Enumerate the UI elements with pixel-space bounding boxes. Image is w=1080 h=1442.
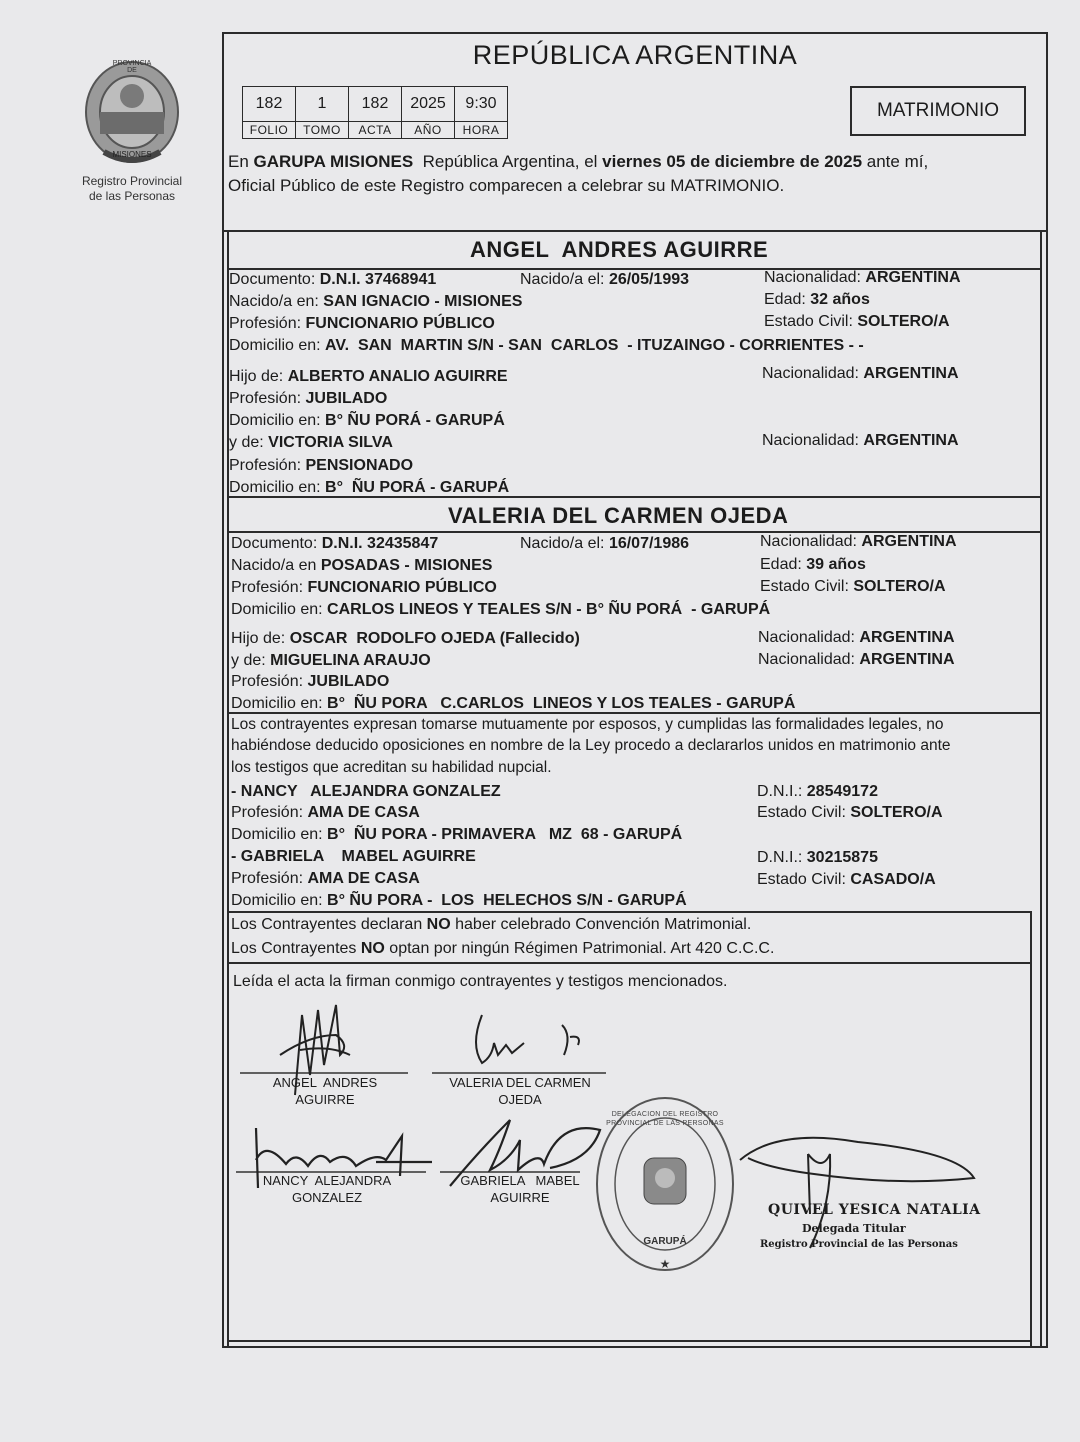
text: optan por ningún Régimen Patrimonial. Art 420 C.C.C. — [384, 940, 775, 957]
sig-line: AGUIRRE — [490, 1190, 550, 1205]
value: D.N.I. 37468941 — [319, 271, 437, 288]
sig-line: OJEDA — [498, 1092, 542, 1107]
year-label: AÑO — [402, 122, 455, 139]
groom-father-address — [229, 411, 505, 431]
bride-mother — [231, 651, 431, 671]
label: D.N.I.: — [757, 783, 807, 800]
value: D.N.I. 32435847 — [321, 535, 439, 552]
bride-father — [231, 629, 580, 649]
emphasis: NO — [426, 916, 451, 933]
witness-1-profession — [231, 803, 420, 823]
label: Nacido/a en: — [229, 293, 324, 310]
value: OSCAR RODOLFO OJEDA (Fallecido) — [289, 630, 580, 647]
label: Estado Civil: — [757, 804, 851, 821]
act-type-box — [850, 86, 1026, 136]
sig-line: VALERIA DEL CARMEN — [449, 1075, 591, 1090]
value: ARGENTINA — [861, 533, 957, 550]
value: 16/07/1986 — [608, 535, 690, 552]
value: PENSIONADO — [305, 457, 414, 474]
label: Documento: — [229, 271, 320, 288]
hour-value: 9:30 — [455, 87, 508, 122]
registry-table — [242, 86, 546, 144]
convention-line-1 — [231, 915, 751, 935]
text: haber celebrado Convención Matrimonial. — [450, 916, 752, 933]
groom-birthplace — [229, 292, 522, 312]
value: 32 años — [810, 291, 870, 308]
bride-mother-nationality — [758, 650, 955, 670]
divider — [227, 1340, 1032, 1342]
value: ARGENTINA — [863, 432, 959, 449]
logo-caption-line: Registro Provincial — [81, 174, 183, 188]
intro-text: En — [228, 152, 254, 171]
intro-text: República Argentina, el — [413, 152, 603, 171]
witness-1-name: - NANCY ALEJANDRA GONZALEZ — [231, 783, 501, 800]
value: JUBILADO — [305, 390, 388, 407]
label: Edad: — [764, 291, 811, 308]
intro-place: GARUPA MISIONES — [253, 152, 414, 171]
value: 26/05/1993 — [608, 271, 690, 288]
witness-1-dni — [757, 782, 878, 802]
inner-border-right-lower — [1030, 911, 1032, 1348]
label: Estado Civil: — [760, 578, 854, 595]
value: ARGENTINA — [859, 629, 955, 646]
witness-2-name: - GABRIELA MABEL AGUIRRE — [231, 848, 476, 865]
witness-1-signature-label — [232, 1172, 422, 1206]
provincial-logo — [78, 56, 186, 168]
value: B° ÑU PORA - PRIMAVERA MZ 68 - GARUPÁ — [327, 826, 683, 843]
sig-line: GONZALEZ — [291, 1190, 363, 1205]
label: Nacionalidad: — [758, 629, 860, 646]
label: Nacionalidad: — [760, 533, 862, 550]
value: AV. SAN MARTIN S/N - SAN CARLOS - ITUZAINGO - CORRIENTES - - — [325, 337, 864, 354]
label: D.N.I.: — [757, 849, 807, 866]
label: Domicilio en: — [231, 826, 328, 843]
groom-name: ANGEL ANDRES AGUIRRE — [470, 237, 769, 262]
label: Hijo de: — [231, 630, 290, 647]
groom-mother-profession — [229, 456, 413, 476]
text: Los Contrayentes — [231, 940, 361, 957]
seal-center-text: GARUPÁ — [643, 1236, 687, 1247]
label: Domicilio en: — [229, 412, 326, 429]
bride-age — [760, 555, 866, 575]
divider — [227, 911, 1032, 913]
tomo-label: TOMO — [296, 122, 349, 139]
declaration-line: Los contrayentes expresan tomarse mutuamente por esposos, y cumplidas las formalidades legales, no — [231, 716, 944, 733]
divider — [227, 962, 1032, 964]
bride-name: VALERIA DEL CARMEN OJEDA — [448, 503, 789, 528]
label: y de: — [229, 434, 269, 451]
value: ALBERTO ANALIO AGUIRRE — [287, 368, 508, 385]
svg-text:★: ★ — [659, 1257, 671, 1271]
groom-father — [229, 367, 508, 387]
official-institution: Registro Provincial de las Personas — [760, 1239, 958, 1250]
official-name: QUIVEL YESICA NATALIA — [768, 1202, 981, 1218]
label: Profesión: — [231, 804, 308, 821]
label: Profesión: — [229, 315, 306, 332]
official-role: Delegada Titular — [802, 1222, 906, 1235]
value: ARGENTINA — [859, 651, 955, 668]
bride-profession — [231, 578, 497, 598]
label: Edad: — [760, 556, 807, 573]
country-title: REPÚBLICA ARGENTINA — [472, 40, 798, 70]
value: SOLTERO/A — [853, 578, 946, 595]
witness-2-dni — [757, 848, 878, 868]
divider — [227, 496, 1040, 498]
inner-border-right — [1040, 230, 1042, 1348]
intro-line-2: Oficial Público de este Registro comparecen a celebrar su MATRIMONIO. — [228, 176, 785, 195]
logo-caption — [60, 174, 204, 204]
label: Nacido/a el: — [520, 535, 609, 552]
hour-label: HORA — [455, 122, 508, 139]
label: Nacido/a en — [231, 557, 321, 574]
bride-document — [231, 534, 438, 554]
folio-value: 182 — [243, 87, 296, 122]
label: Profesión: — [229, 390, 306, 407]
groom-birthdate — [520, 270, 689, 290]
value: 30215875 — [806, 849, 878, 866]
logo-caption-line: de las Personas — [88, 189, 176, 203]
sig-line: AGUIRRE — [295, 1092, 355, 1107]
groom-mother — [229, 433, 393, 453]
label: Domicilio en: — [231, 695, 328, 712]
bride-father-nationality — [758, 628, 955, 648]
bride-civil-status — [760, 577, 946, 597]
witness-2-signature-label — [432, 1172, 608, 1206]
label: Profesión: — [229, 457, 306, 474]
groom-mother-address — [229, 478, 509, 498]
value: 28549172 — [806, 783, 878, 800]
groom-civil-status — [764, 312, 950, 332]
label: Nacionalidad: — [762, 432, 864, 449]
bride-mother-address — [231, 694, 795, 714]
value: 39 años — [806, 556, 866, 573]
value: JUBILADO — [307, 673, 390, 690]
intro-date: viernes 05 de diciembre de 2025 — [602, 152, 863, 171]
label: Profesión: — [231, 579, 308, 596]
label: Profesión: — [231, 870, 308, 887]
label: Nacido/a el: — [520, 271, 609, 288]
label: Estado Civil: — [757, 871, 851, 888]
folio-label: FOLIO — [243, 122, 296, 139]
label: Domicilio en: — [229, 479, 326, 496]
year-value: 2025 — [402, 87, 455, 122]
bride-mother-profession — [231, 672, 389, 692]
value: POSADAS - MISIONES — [320, 557, 493, 574]
bride-address — [231, 600, 770, 620]
witness-2-address — [231, 891, 687, 911]
seal-ring-text: DELEGACION DEL REGISTRO PROVINCIAL DE LAS PERSONAS — [606, 1111, 724, 1127]
value: SAN IGNACIO - MISIONES — [323, 293, 523, 310]
witness-1-civil-status — [757, 803, 943, 823]
bride-birthplace — [231, 556, 492, 576]
sig-line: ANGEL ANDRES — [272, 1075, 378, 1090]
closing-text: Leída el acta la firman conmigo contrayentes y testigos mencionados. — [233, 973, 728, 990]
value: MIGUELINA ARAUJO — [270, 652, 431, 669]
tomo-value: 1 — [296, 87, 349, 122]
groom-father-nationality — [762, 364, 959, 384]
bride-signature-icon — [432, 1005, 608, 1077]
label: Nacionalidad: — [764, 269, 866, 286]
value: FUNCIONARIO PÚBLICO — [305, 315, 495, 332]
witness-2-civil-status — [757, 870, 936, 890]
groom-age — [764, 290, 870, 310]
acta-label: ACTA — [349, 122, 402, 139]
intro-line-1 — [228, 152, 928, 172]
text: Los Contrayentes declaran — [231, 916, 427, 933]
value: ARGENTINA — [863, 365, 959, 382]
label: Documento: — [231, 535, 322, 552]
label: Domicilio en: — [231, 601, 328, 618]
declaration-line: los testigos que acreditan su habilidad nupcial. — [231, 759, 552, 776]
groom-mother-nationality — [762, 431, 959, 451]
bride-nationality — [760, 532, 957, 552]
label: Domicilio en: — [229, 337, 326, 354]
divider — [227, 712, 1040, 714]
label: Nacionalidad: — [758, 651, 860, 668]
groom-profession — [229, 314, 495, 334]
value: B° ÑU PORA C.CARLOS LINEOS Y LOS TEALES - GARUPÁ — [327, 695, 796, 712]
value: B° ÑU PORA - LOS HELECHOS S/N - GARUPÁ — [327, 892, 687, 909]
groom-address — [229, 336, 864, 356]
label: Hijo de: — [229, 368, 288, 385]
witness-1-address — [231, 825, 682, 845]
label: Domicilio en: — [231, 892, 328, 909]
acta-value: 182 — [349, 87, 402, 122]
value: AMA DE CASA — [307, 804, 420, 821]
emphasis: NO — [360, 940, 385, 957]
groom-nationality — [764, 268, 961, 288]
convention-line-2 — [231, 939, 774, 959]
value: VICTORIA SILVA — [268, 434, 393, 451]
declaration-line: habiéndose deducido oposiciones en nombre de la Ley procedo a declararlos unidos en matrimonio ante — [231, 737, 951, 754]
value: SOLTERO/A — [850, 804, 943, 821]
label: Nacionalidad: — [762, 365, 864, 382]
witness-2-profession — [231, 869, 420, 889]
sig-line: GABRIELA MABEL — [460, 1173, 580, 1188]
groom-signature-label — [240, 1074, 410, 1108]
label: y de: — [231, 652, 271, 669]
logo-bottom-text: MISIONES — [112, 150, 152, 159]
value: CASADO/A — [850, 871, 936, 888]
act-type: MATRIMONIO — [876, 100, 1000, 121]
value: AMA DE CASA — [307, 870, 420, 887]
bride-signature-label — [432, 1074, 608, 1108]
logo-top-text: PROVINCIA DE — [112, 60, 152, 74]
value: B° ÑU PORÁ - GARUPÁ — [325, 479, 510, 496]
intro-text: ante mí, — [862, 152, 929, 171]
value: SOLTERO/A — [857, 313, 950, 330]
sig-line: NANCY ALEJANDRA — [262, 1173, 392, 1188]
label: Estado Civil: — [764, 313, 858, 330]
groom-document — [229, 270, 436, 290]
value: FUNCIONARIO PÚBLICO — [307, 579, 497, 596]
value: ARGENTINA — [865, 269, 961, 286]
value: CARLOS LINEOS Y TEALES S/N - B° ÑU PORÁ - GARUPÁ — [327, 601, 771, 618]
label: Profesión: — [231, 673, 308, 690]
groom-father-profession — [229, 389, 387, 409]
bride-birthdate — [520, 534, 689, 554]
value: B° ÑU PORÁ - GARUPÁ — [325, 412, 505, 429]
divider — [222, 230, 1048, 232]
